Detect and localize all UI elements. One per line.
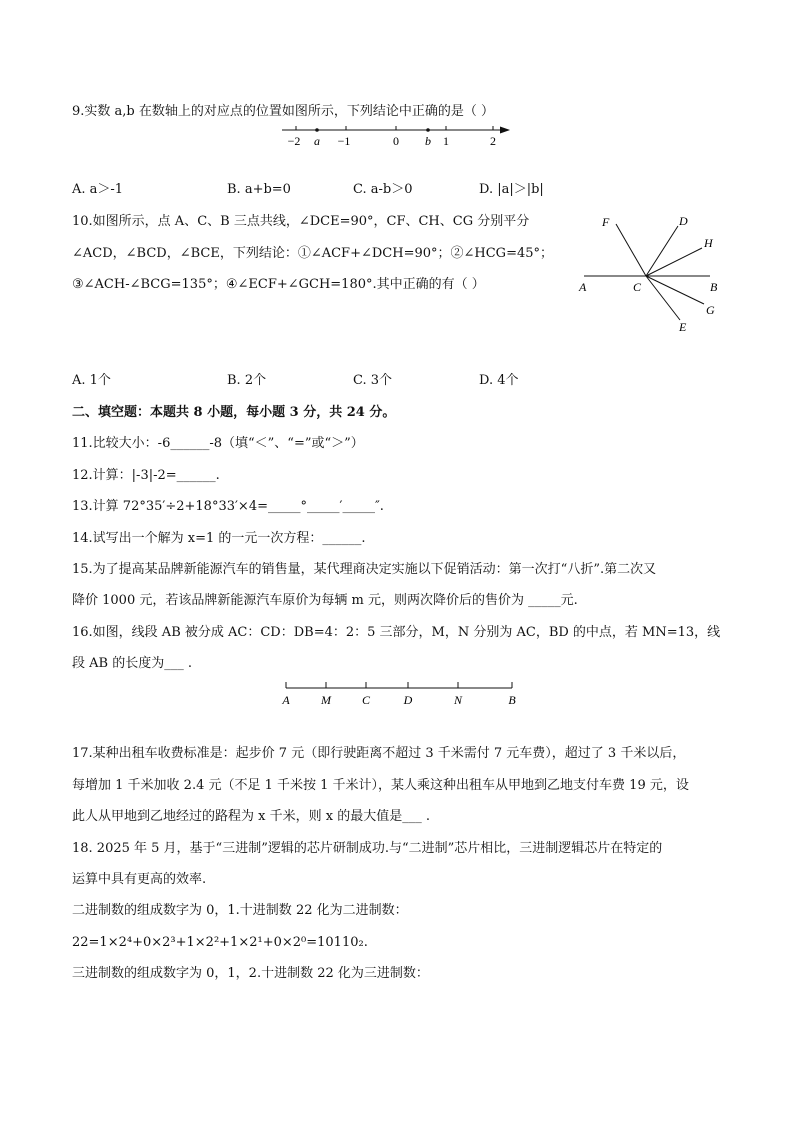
q14: 14.试写出一个解为 x=1 的一元一次方程：______. <box>72 531 366 546</box>
label-e: E <box>679 320 687 334</box>
q10-line-2: ∠ACD，∠BCD，∠BCE，下列结论：①∠ACF+∠DCH=90°；②∠HCG=45°； <box>72 246 554 261</box>
q9-option-c: C. a-b＞0 <box>353 182 413 197</box>
label-h: H <box>704 236 713 250</box>
q18-line-1: 18. 2025 年 5 月，基于“三进制”逻辑的芯片研制成功.与“二进制”芯片相比，三进制逻辑芯片在特定的 <box>72 841 663 856</box>
label-n: N <box>453 693 463 707</box>
q16-line-2: 段 AB 的长度为___ . <box>72 656 192 671</box>
label-d: D <box>679 214 688 228</box>
label-d: D <box>403 693 413 707</box>
label-2: 2 <box>490 134 496 148</box>
label-a: A <box>282 693 290 707</box>
ray-cf <box>616 224 646 276</box>
point-a <box>315 128 319 132</box>
q18-line-4: 22=1×2⁴+0×2³+1×2²+1×2¹+0×2⁰=10110₂. <box>72 935 368 950</box>
label-a: a <box>314 134 320 148</box>
label-f: F <box>602 215 610 229</box>
q10-line-1: 10.如图所示，点 A、C、B 三点共线，∠DCE=90°，CF、CH、CG 分别平分 <box>72 214 530 229</box>
q10-option-b: B. 2个 <box>227 373 267 388</box>
q10-option-a: A. 1个 <box>72 373 111 388</box>
q13: 13.计算 72°35′÷2+18°33′×4=_____°_____′_____″. <box>72 499 384 514</box>
q15-line-1: 15.为了提高某品牌新能源汽车的销售量，某代理商决定实施以下促销活动：第一次打“八折”.第二次又 <box>72 562 657 577</box>
angle-figure <box>570 208 730 338</box>
label-0: 0 <box>393 134 399 148</box>
label-a: A <box>579 280 587 294</box>
q17-line-1: 17.某种出租车收费标准是：起步价 7 元（即行驶距离不超过 3 千米需付 7 元车费），超过了 3 千米以后， <box>72 746 686 761</box>
ray-cg <box>646 276 704 304</box>
q15-line-2: 降价 1000 元，若该品牌新能源汽车原价为每辆 m 元，则两次降价后的售价为 _____元. <box>72 593 578 608</box>
q10-option-c: C. 3个 <box>353 373 393 388</box>
q9-stem: 9.实数 a,b 在数轴上的对应点的位置如图所示，下列结论中正确的是（ ） <box>72 104 495 119</box>
section-2-heading: 二、填空题：本题共 8 小题，每小题 3 分，共 24 分。 <box>72 405 396 420</box>
point-b <box>426 128 430 132</box>
q9-option-a: A. a＞-1 <box>72 182 124 197</box>
q18-line-3: 二进制数的组成数字为 0，1.十进制数 22 化为二进制数： <box>72 903 408 918</box>
label-m: M <box>321 693 331 707</box>
label-neg1: −1 <box>337 134 351 148</box>
label-c: C <box>633 280 642 294</box>
segment-figure <box>276 676 526 708</box>
q9-option-d: D. |a|＞|b| <box>479 182 544 197</box>
label-1: 1 <box>443 134 449 148</box>
label-b: b <box>425 134 431 148</box>
q17-line-3: 此人从甲地到乙地经过的路程为 x 千米，则 x 的最大值是___ . <box>72 809 430 824</box>
label-b: B <box>710 280 718 294</box>
label-b: B <box>508 693 516 707</box>
q18-line-5: 三进制数的组成数字为 0，1，2.十进制数 22 化为三进制数： <box>72 966 429 981</box>
q16-line-1: 16.如图，线段 AB 被分成 AC：CD：DB=4：2：5 三部分，M，N 分别为 AC，BD 的中点，若 MN=13，线 <box>72 625 721 640</box>
number-line-arrow <box>500 127 510 134</box>
q10-option-d: D. 4个 <box>479 373 519 388</box>
number-line-figure <box>276 120 516 150</box>
q9-option-b: B. a+b=0 <box>227 182 291 197</box>
ray-ce <box>646 276 680 320</box>
label-c: C <box>361 693 371 707</box>
q18-line-2: 运算中具有更高的效率. <box>72 872 207 887</box>
label-neg2: −2 <box>287 134 301 148</box>
q11: 11.比较大小：-6______-8（填“＜”、“=”或“＞”） <box>72 436 364 451</box>
q10-line-3: ③∠ACH-∠BCG=135°；④∠ECF+∠GCH=180°.其中正确的有（ ） <box>72 277 485 292</box>
q12: 12.计算：|-3|-2=______. <box>72 468 220 483</box>
label-g: G <box>706 303 715 317</box>
q17-line-2: 每增加 1 千米加收 2.4 元（不足 1 千米按 1 千米计），某人乘这种出租车从甲地到乙地支付车费 19 元，设 <box>72 778 689 793</box>
